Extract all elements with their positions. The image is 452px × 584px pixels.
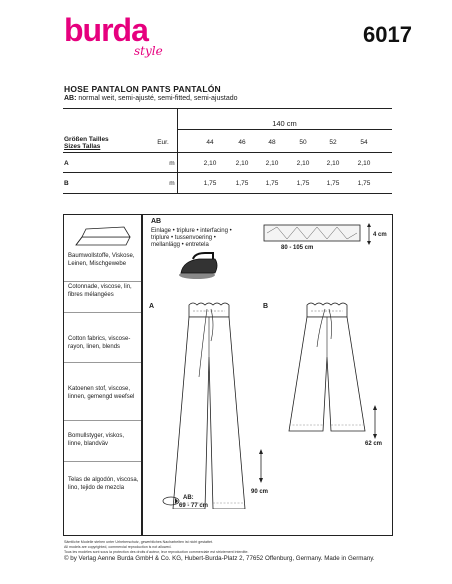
- subtitle-text: normal weit, semi-ajusté, semi-fitted, semi-ajustado: [76, 95, 238, 102]
- pattern-subtitle: [64, 95, 238, 102]
- size-50: 50: [299, 139, 307, 146]
- row-a-unit: m: [169, 160, 175, 167]
- row-a-value: 2,10: [203, 160, 217, 167]
- fabric-de: Baumwollstoffe, Viskose, Leinen, Mischgewebe: [68, 253, 135, 267]
- row-a-value: 2,10: [235, 160, 249, 167]
- view-a-label: A: [149, 303, 155, 310]
- fabric-sv: Bomullstyger, viskos, linne, blandväv: [68, 433, 125, 447]
- interfacing-text-2: triplure • tussenvoering •: [151, 235, 216, 241]
- fabric-nl: Katoenen stof, viscose, linnen, gemengd weefsel: [68, 386, 135, 400]
- tape-width-arrow: [365, 223, 373, 245]
- fabric-es: Telas de algodón, viscosa, lino, tejido de mezcla: [68, 477, 139, 491]
- size-46: 46: [238, 139, 246, 146]
- a-length-label: 90 cm: [251, 489, 269, 495]
- burda-logo: [64, 12, 163, 58]
- size-48: 48: [268, 139, 276, 146]
- interfacing-tape: [263, 224, 363, 244]
- copyright-notice-fr: Tous les modèles sont sous la protection des droits d'auteur, leur reproduction commerciale est strictement interdite.: [64, 550, 249, 554]
- waist-label: AB:: [183, 495, 194, 501]
- b-length-label: 62 cm: [365, 441, 383, 447]
- brand-sub: style: [134, 44, 163, 58]
- tape-length-label: 80 - 105 cm: [281, 245, 314, 251]
- iron-icon: [175, 251, 221, 281]
- tape-width-label: 4 cm: [373, 232, 387, 238]
- publisher-copyright: © by Verlag Aenne Burda GmbH & Co. KG, Hubert-Burda-Platz 2, 77652 Offenburg, Germany. Made in Germany.: [64, 555, 375, 562]
- interfacing-view-label: AB: [151, 218, 162, 225]
- row-b-label: B: [64, 180, 69, 187]
- row-b-value: 1,75: [203, 180, 217, 187]
- row-b-value: 1,75: [265, 180, 279, 187]
- row-a-value: 2,10: [296, 160, 310, 167]
- row-a-label: A: [64, 160, 69, 167]
- fabric-fold-icon: [72, 219, 132, 249]
- row-b-value: 1,75: [357, 180, 371, 187]
- row-a-value: 2,10: [357, 160, 371, 167]
- fabric-en: Cotton fabrics, viscose-rayon, linen, blends: [68, 336, 131, 350]
- view-b-label: B: [263, 303, 269, 310]
- pants-a-drawing: [159, 299, 259, 509]
- footer: [64, 540, 394, 563]
- sizes-header-2: Sizes Tallas: [64, 143, 101, 150]
- copyright-notice-de: Sämtliche Modelle stehen unter Urheberschutz, gewerbliches Nacharbeiten ist nicht gestattet.: [64, 540, 214, 544]
- fabric-panel: [63, 214, 142, 536]
- pattern-number: 6017: [363, 22, 412, 47]
- row-b-value: 1,75: [326, 180, 340, 187]
- row-b-value: 1,75: [235, 180, 249, 187]
- copyright-notice-en: All models are copyrighted, commercial reproduction is not allowed.: [64, 545, 172, 549]
- waist-value: 69 - 77 cm: [179, 503, 209, 509]
- row-a-value: 2,10: [265, 160, 279, 167]
- technical-drawing-panel: [142, 214, 393, 536]
- size-44: 44: [206, 139, 214, 146]
- interfacing-text-3: mellanlägg • entretela: [151, 242, 209, 248]
- brand-name: burda: [64, 12, 148, 48]
- pants-b-drawing: [269, 299, 379, 439]
- sizes-header-1: Größen Tailles: [64, 136, 109, 143]
- a-length-arrow: [257, 449, 265, 483]
- b-length-arrow: [371, 405, 379, 439]
- fabric-fr: Cotonnade, viscose, lin, fibres mélangées: [68, 284, 132, 298]
- eur-label: Eur.: [157, 139, 169, 146]
- interfacing-text-1: Einlage • triplure • interfacing •: [151, 228, 232, 234]
- waist-loop-icon: [161, 495, 181, 507]
- row-b-unit: m: [169, 180, 175, 187]
- row-b-value: 1,75: [296, 180, 310, 187]
- size-52: 52: [329, 139, 337, 146]
- fabric-width: 140 cm: [272, 119, 297, 128]
- pattern-title: HOSE PANTALON PANTS PANTALÓN: [64, 84, 221, 94]
- row-a-value: 2,10: [326, 160, 340, 167]
- yardage-table: [63, 108, 392, 194]
- subtitle-prefix: AB:: [64, 95, 77, 102]
- size-54: 54: [360, 139, 368, 146]
